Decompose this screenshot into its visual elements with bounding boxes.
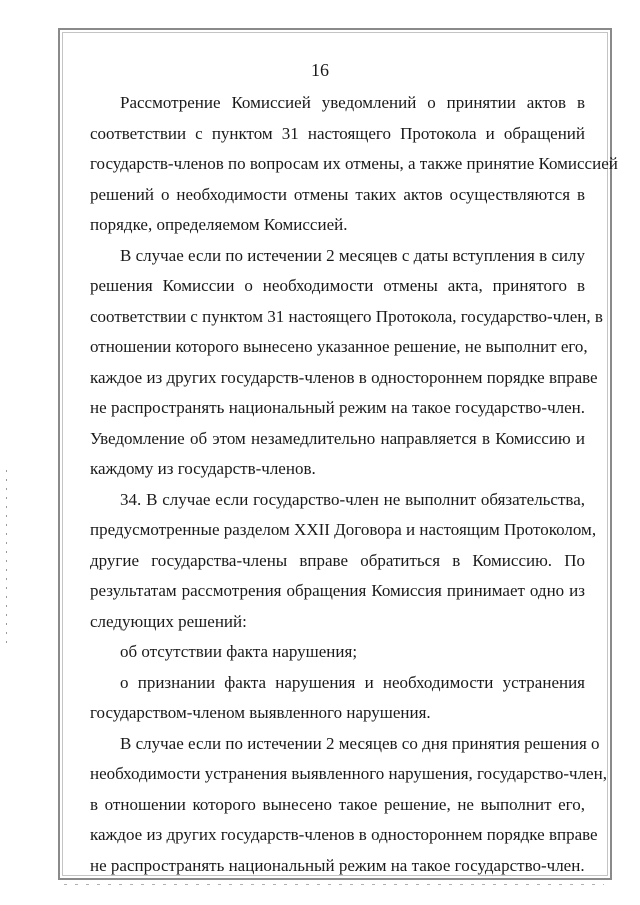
text-line: результатам рассмотрения обращения Комиссия принимает одно из — [90, 581, 585, 600]
document-body — [90, 88, 618, 881]
text-line: В случае если по истечении 2 месяцев с даты вступления в силу — [120, 245, 585, 265]
text-line: необходимости устранения выявленного нарушения, государство-член, — [90, 764, 607, 783]
text-line: Рассмотрение Комиссией уведомлений о принятии актов в — [120, 93, 585, 112]
text-line: В случае если по истечении 2 месяцев со дня принятия решения о — [120, 733, 600, 753]
text-line: 34. В случае если государство-член не выполнит обязательства, — [120, 489, 585, 509]
text-line: о признании факта нарушения и необходимости устранения — [120, 672, 585, 692]
text-line: Уведомление об этом незамедлительно направляется в Комиссию и — [90, 428, 585, 448]
text-line: не распространять национальный режим на такое государство-член. — [90, 398, 585, 417]
text-line: об отсутствии факта нарушения; — [120, 642, 358, 661]
text-line: решения Комиссии о необходимости отмены акта, принятого в — [90, 276, 585, 295]
text-line: каждому из государств-членов. — [90, 459, 316, 478]
text-line: предусмотренные разделом XXII Договора и настоящим Протоколом, — [90, 520, 597, 539]
text-line: следующих решений: — [90, 611, 247, 631]
text-line: соответствии с пунктом 31 настоящего Протокола и обращений — [90, 123, 585, 143]
scan-edge-mark — [6, 470, 7, 650]
text-line: порядке, определяемом Комиссией. — [90, 215, 348, 234]
text-line: каждое из других государств-членов в одностороннем порядке вправе — [90, 825, 598, 844]
paragraph — [90, 729, 607, 882]
text-line: в отношении которого вынесено такое решение, не выполнит его, — [90, 794, 585, 814]
paragraph — [90, 637, 585, 668]
text-line: государством-членом выявленного нарушения. — [90, 703, 431, 722]
paragraph — [90, 668, 585, 729]
page-number: 16 — [311, 60, 329, 80]
paragraph — [90, 485, 597, 638]
text-line: государств-членов по вопросам их отмены, а также принятие Комиссией — [90, 154, 618, 173]
paragraph — [90, 241, 603, 485]
scan-edge-mark — [64, 884, 604, 885]
text-line: решений о необходимости отмены таких актов осуществляются в — [90, 184, 585, 204]
text-line: другие государства-члены вправе обратиться в Комиссию. По — [90, 550, 585, 570]
text-line: каждое из других государств-членов в одностороннем порядке вправе — [90, 367, 598, 387]
text-line: соответствии с пунктом 31 настоящего Протокола, государство-член, в — [90, 306, 603, 326]
paragraph — [90, 88, 618, 241]
text-line: не распространять национальный режим на такое государство-член. — [90, 855, 585, 875]
text-line: отношении которого вынесено указанное решение, не выполнит его, — [90, 337, 588, 356]
